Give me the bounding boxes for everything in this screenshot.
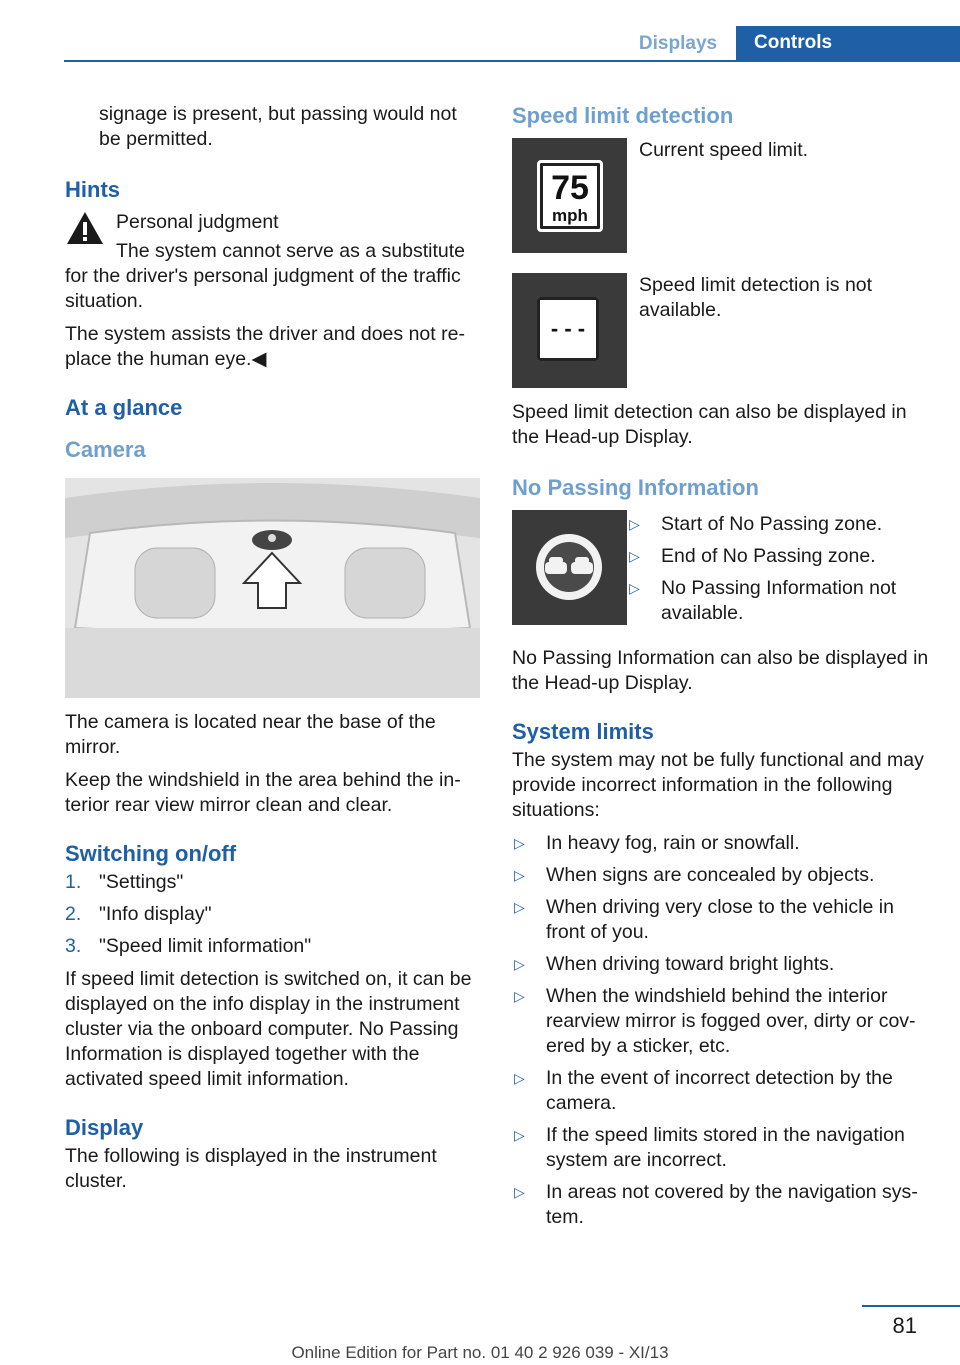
system-limits-heading: System limits (512, 719, 654, 744)
list-item: ▷ When signs are concealed by objects. (514, 864, 875, 886)
display-heading: Display (65, 1115, 144, 1140)
step-item: 2. "Info display" (65, 903, 212, 925)
tab-displays[interactable]: Displays (638, 33, 718, 54)
system-limits-list (512, 831, 932, 1230)
system-limits-intro: The system may not be fully functional and may provide incorrect information in the following situations: (512, 749, 924, 821)
warning-triangle-icon (65, 210, 105, 246)
list-item: ▷ When driving very close to the vehicle in front of you. (514, 896, 894, 943)
list-item: ▷ No Passing Information not available. (629, 577, 897, 624)
page-number: 81 (892, 1313, 917, 1338)
camera-heading: Camera (65, 437, 146, 462)
hints-heading: Hints (65, 177, 120, 202)
camera-text-1: The camera is located near the base of the mirror. (65, 711, 436, 758)
tab-controls[interactable]: Controls (736, 26, 960, 62)
footer-rule (862, 1305, 960, 1307)
left-column (65, 102, 477, 1202)
list-item: ▷ In heavy fog, rain or snowfall. (514, 832, 800, 854)
camera-text-2: Keep the windshield in the area behind the interior rear view mirror clean and clear. (65, 769, 461, 816)
speed-na-sign-icon: - - - (537, 297, 599, 361)
switching-steps (65, 870, 477, 959)
no-passing-row (512, 510, 932, 634)
speed-sign-icon: 75 mph (537, 160, 603, 232)
step-item: 1. "Settings" (65, 871, 184, 893)
speed-limit-sign-image (512, 138, 627, 253)
no-passing-list (627, 512, 932, 626)
switching-text: If speed limit detection is switched on, it can be displayed on the info display in the instrument cluster via the onboard computer. No Passing Information is displayed together with the activated speed limit information. (65, 968, 472, 1090)
no-passing-sign-image (512, 510, 627, 625)
camera-location-image (65, 478, 480, 698)
no-passing-heading: No Passing Information (512, 475, 759, 500)
switching-heading: Switching on/off (65, 841, 237, 866)
speed-na-row (512, 273, 932, 388)
warning-block (65, 210, 477, 372)
speed-na-text: Speed limit detection is not available. (639, 274, 873, 321)
list-item: ▷ In areas not covered by the navigation system. (514, 1181, 918, 1228)
list-item: ▷ When the windshield behind the interior rearview mirror is fogged over, dirty or covered by a sticker, etc. (514, 985, 916, 1057)
list-item: ▷ End of No Passing zone. (629, 545, 876, 567)
warning-text-2: The system assists the driver and does not replace the human eye.◀ (65, 323, 465, 370)
speed-current-text: Current speed limit. (639, 139, 809, 161)
display-text: The following is displayed in the instrument cluster. (65, 1145, 437, 1192)
speed-hud-text: Speed limit detection can also be displayed in the Head-up Display. (512, 401, 907, 448)
speed-na-sign-image (512, 273, 627, 388)
list-item: ▷ Start of No Passing zone. (629, 513, 883, 535)
right-column (512, 102, 932, 1238)
warning-title: Personal judgment (116, 211, 279, 233)
list-item: ▷ If the speed limits stored in the navigation system are incorrect. (514, 1124, 905, 1171)
no-passing-hud-text: No Passing Information can also be displayed in the Head-up Display. (512, 647, 929, 694)
speed-limit-row (512, 138, 932, 253)
header-rule (64, 60, 960, 62)
speed-limit-heading: Speed limit detection (512, 103, 734, 128)
warning-text: The system cannot serve as a substitute for the driver's personal judgment of the traffic situation. (65, 240, 466, 312)
at-a-glance-heading: At a glance (65, 395, 183, 420)
no-passing-icon (512, 510, 627, 625)
step-item: 3. "Speed limit information" (65, 935, 312, 957)
edition-footer: Online Edition for Part no. 01 40 2 926 039 - XI/13 (291, 1343, 669, 1362)
list-item: ▷ When driving toward bright lights. (514, 953, 835, 975)
list-item: ▷ In the event of incorrect detection by the camera. (514, 1067, 893, 1114)
intro-text: signage is present, but passing would not be permitted. (99, 103, 457, 150)
